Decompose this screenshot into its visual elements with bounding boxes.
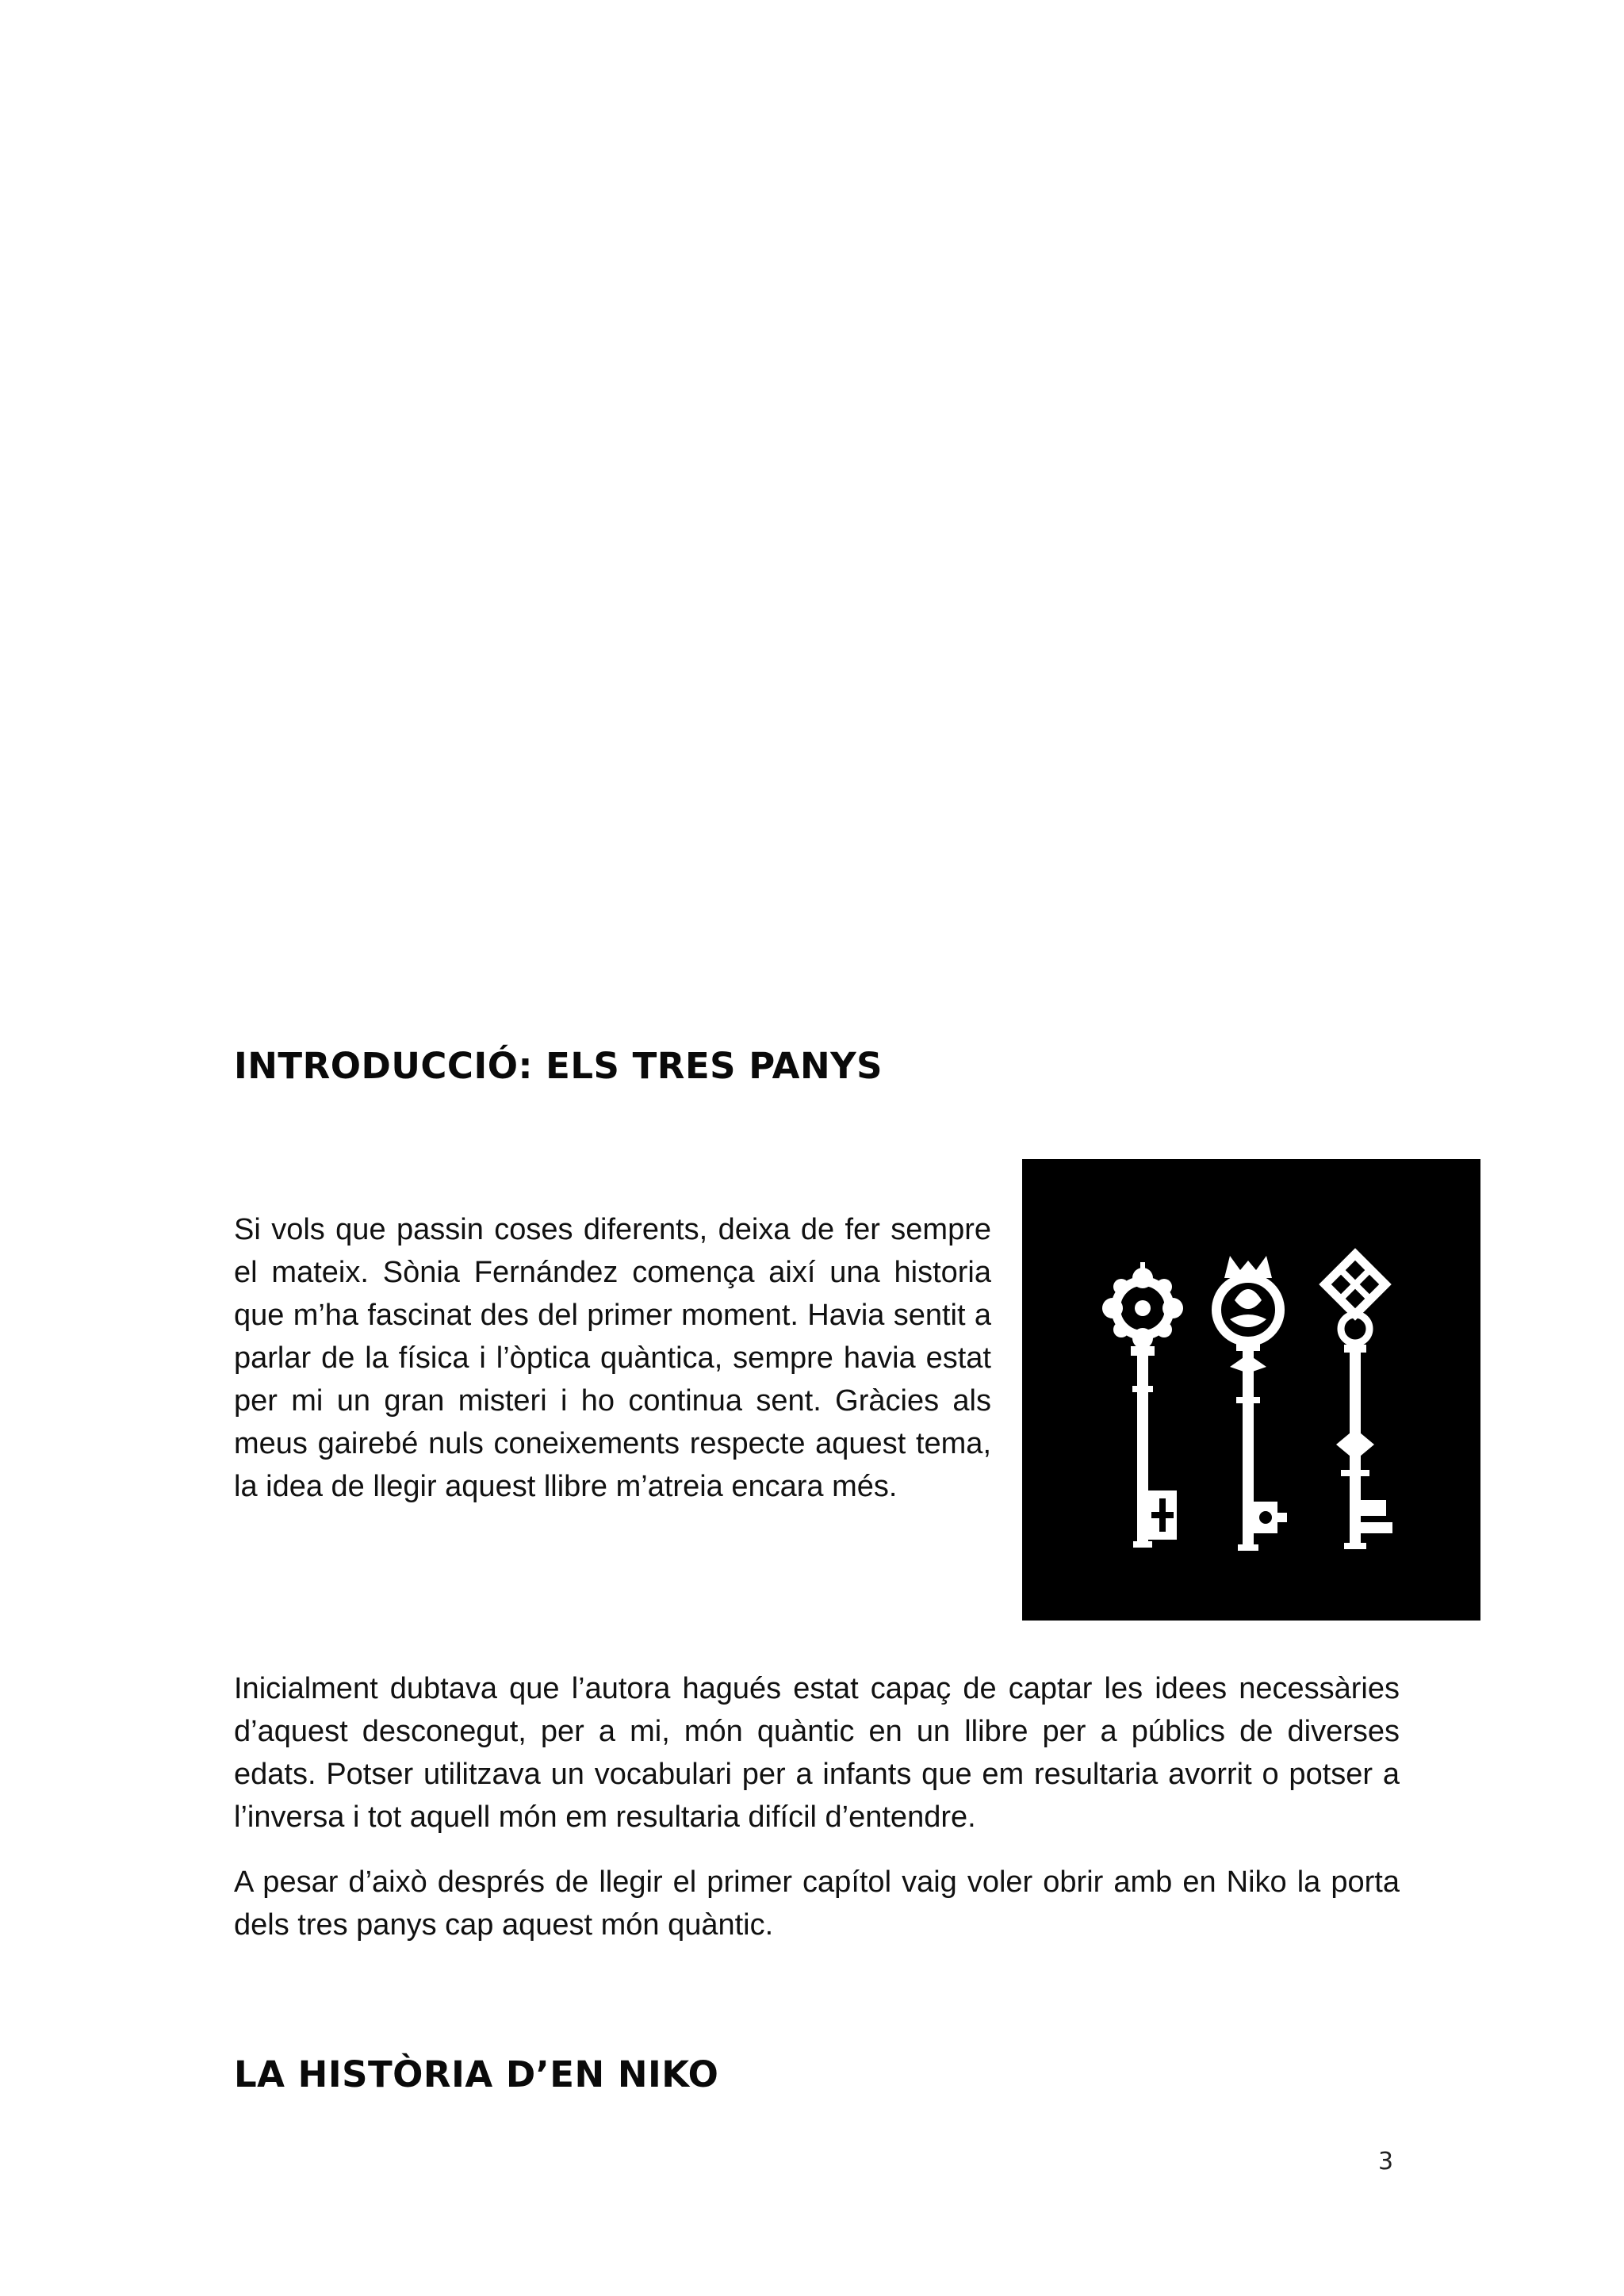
section-heading-introduction: INTRODUCCIÓ: ELS TRES PANYS bbox=[234, 1045, 883, 1087]
page-number: 3 bbox=[1378, 2148, 1394, 2175]
paragraph-doubts: Inicialment dubtava que l’autora hagués estat capaç de captar les idees necessàries d’aquest desconegut, per a mi, món quàntic en un llibre per a públics de diverses edats. Potser utilitzava un vocabulari per a infants que em resultaria avorrit o potser a l’inversa i tot aquell món em resultaria difícil d’entendre. bbox=[234, 1672, 1400, 1834]
section-heading-story: LA HISTÒRIA D’EN NIKO bbox=[234, 2053, 719, 2095]
key-right-icon bbox=[1325, 1254, 1392, 1549]
paragraph-intro: Si vols que passin coses diferents, deixa de fer sempre el mateix. Sònia Fernández comença així una historia que m’ha fascinat des del primer moment. Havia sentit a parlar de la física i l’òptica quàntica, sempre havia estat per mi un gran misteri i ho continua sent. Gràcies als meus gairebé nuls coneixements respecte aquest tema, la idea de llegir aquest llibre m’atreia encara més. bbox=[234, 1213, 991, 1503]
three-keys-icon bbox=[1022, 1159, 1480, 1621]
paragraph-decision: A pesar d’això després de llegir el primer capítol vaig voler obrir amb en Niko la porta dels tres panys cap aquest món quàntic. bbox=[234, 1866, 1400, 1942]
key-middle-icon bbox=[1216, 1256, 1287, 1551]
key-left-icon bbox=[1102, 1262, 1183, 1548]
keys-image bbox=[1022, 1159, 1480, 1621]
